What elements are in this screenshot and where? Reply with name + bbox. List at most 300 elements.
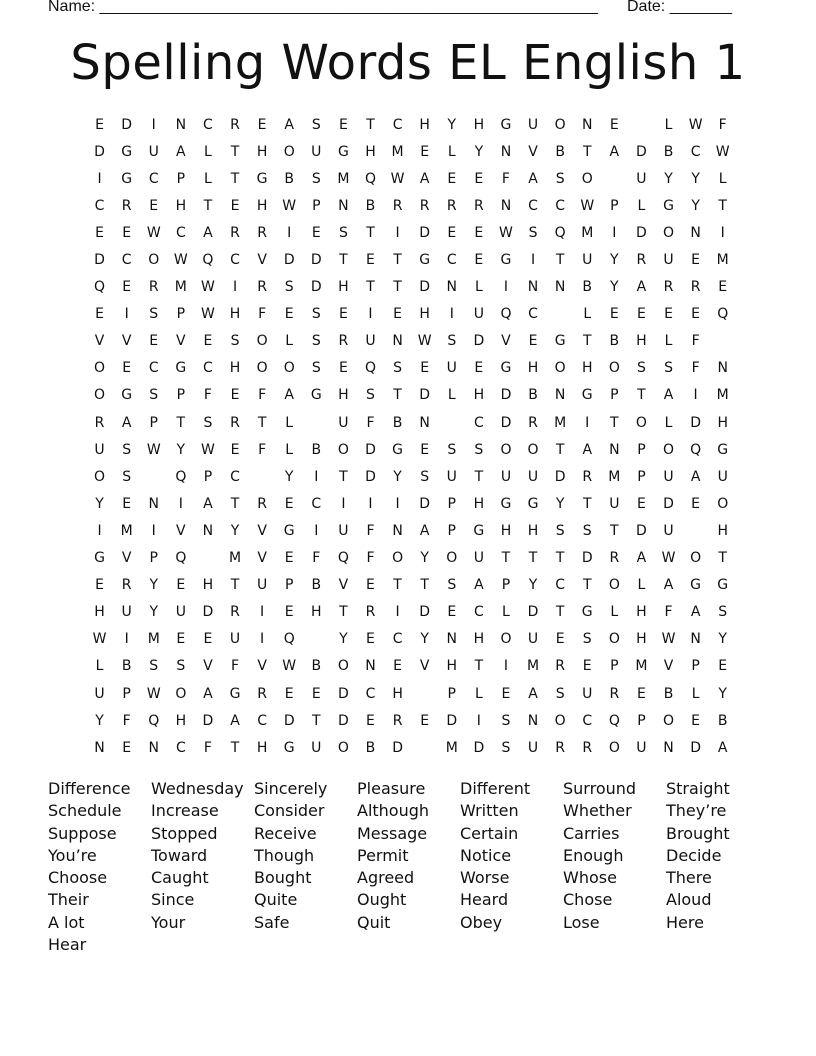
grid-letter: I [503,279,509,296]
grid-letter: S [420,468,430,485]
grid-letter: Y [149,604,159,621]
grid-letter: O [635,414,647,431]
grid-letter: N [446,631,457,648]
grid-letter: C [203,360,213,377]
grid-letter: H [175,712,187,729]
grid-letter: E [122,360,132,377]
grid-letter: E [691,712,701,729]
grid-letter: O [527,441,539,458]
word-bank-item: Brought [666,823,730,843]
grid-letter: N [581,116,593,133]
grid-letter: W [580,197,595,214]
grid-letter: O [94,360,106,377]
grid-letter: E [691,252,701,269]
grid-letter: I [151,116,156,133]
grid-letter: G [717,577,729,594]
grid-letter: P [501,577,511,594]
grid-letter: S [366,387,375,404]
grid-letter: E [366,631,375,648]
grid-letter: F [258,387,267,404]
grid-letter: I [530,252,536,269]
grid-letter: A [582,441,593,458]
grid-letter: H [256,739,268,756]
word-bank-item: Although [357,801,430,821]
grid-letter: R [555,739,565,756]
grid-letter [194,545,221,572]
grid-letter: P [176,170,186,187]
word-bank-item: Heard [460,890,509,910]
word-bank-item: Receive [254,823,317,843]
grid-letter: Y [691,170,700,187]
grid-letter: I [395,604,400,621]
grid-letter: D [527,604,539,621]
grid-letter: O [283,143,295,160]
grid-letter: S [447,333,457,350]
grid-letter: W [688,116,703,133]
grid-letter: N [148,495,159,512]
grid-letter: Y [691,197,700,214]
grid-letter: B [121,658,132,675]
word-bank-item: Different [460,779,531,798]
grid-letter: U [94,685,105,702]
grid-letter: L [664,414,673,431]
grid-letter: Y [610,279,619,296]
grid-letter: U [636,739,647,756]
grid-letter: H [717,522,728,539]
word-bank-item: Schedule [48,801,122,821]
grid-letter: W [282,658,297,675]
grid-letter: W [146,224,161,241]
grid-letter: U [663,522,674,539]
grid-letter: I [449,306,454,323]
grid-letter: N [554,279,566,296]
word-bank-item: Notice [460,845,512,865]
grid-letter: D [690,414,701,431]
grid-letter: I [368,495,373,512]
grid-letter: S [311,333,321,350]
grid-letter: W [173,252,188,269]
grid-letter: L [285,414,294,431]
word-bank-empty-slot [357,934,460,956]
grid-letter: S [582,522,592,539]
grid-letter: T [230,577,240,594]
grid-letter: R [365,604,376,621]
grid-letter: Y [284,468,294,485]
grid-letter: H [338,387,349,404]
grid-letter: U [94,441,105,458]
grid-letter: T [582,143,592,160]
grid-letter: T [610,414,619,431]
grid-letter: E [95,116,104,133]
grid-letter: S [447,441,457,458]
grid-letter: Q [717,306,729,323]
word-bank-item: Suppose [48,823,117,843]
grid-letter: Q [175,468,187,485]
grid-letter: S [149,387,159,404]
grid-letter: Y [176,441,186,458]
grid-letter: L [664,116,673,133]
grid-letter: M [337,170,350,187]
grid-letter: N [690,631,701,648]
grid-letter: Q [94,279,106,296]
grid-letter: D [663,495,674,512]
grid-letter: D [446,712,458,729]
grid-letter: U [527,116,539,133]
grid-letter: C [473,414,484,431]
grid-letter: E [474,170,484,187]
grid-letter: E [474,224,484,241]
grid-letter: M [228,550,242,567]
grid-letter: R [609,550,620,567]
grid-letter: V [121,333,132,350]
grid-letter: C [121,252,132,269]
grid-letter: U [311,143,322,160]
grid-letter: A [419,522,430,539]
grid-letter: F [122,712,131,729]
grid-letter: I [124,631,129,648]
grid-letter: L [610,604,619,621]
grid-letter: E [176,577,186,594]
grid-letter: I [395,224,400,241]
grid-letter: W [715,143,730,160]
grid-letter: Q [500,306,512,323]
grid-letter: O [500,631,512,648]
grid-letter: T [366,116,375,133]
grid-letter: Y [447,116,457,133]
grid-letter: T [257,414,267,431]
grid-letter: E [338,360,348,377]
grid-letter: T [230,495,240,512]
grid-letter: A [636,550,647,567]
grid-letter: E [636,495,646,512]
word-bank-item: Though [254,845,315,865]
word-bank-item: Toward [151,845,208,865]
grid-letter: E [230,387,240,404]
grid-letter: E [311,685,321,702]
grid-letter: E [420,441,430,458]
grid-letter: Y [95,712,104,729]
grid-letter: M [120,522,133,539]
grid-letter: E [555,631,565,648]
grid-letter: F [691,333,700,350]
grid-letter: U [527,631,539,648]
grid-letter: R [121,197,132,214]
grid-letter: E [122,224,132,241]
grid-letter: P [149,550,158,567]
grid-letter: D [419,224,431,241]
grid-letter: S [718,604,728,621]
grid-letter: E [447,170,457,187]
word-bank-empty-slot [563,934,666,956]
grid-letter: L [718,170,727,187]
grid-letter: S [501,739,511,756]
grid-letter: T [339,468,348,485]
grid-letter: C [392,631,403,648]
grid-letter: T [230,739,240,756]
grid-letter: Y [230,522,240,539]
grid-letter: N [365,658,376,675]
grid-letter: U [527,739,539,756]
grid-letter: T [718,197,727,214]
word-bank-item: There [666,868,712,888]
grid-letter: C [175,739,186,756]
grid-letter: Y [664,170,673,187]
grid-letter: G [554,333,566,350]
grid-letter: R [690,279,701,296]
grid-letter: U [256,577,268,594]
grid-letter: A [203,495,213,512]
grid-letter: E [393,306,402,323]
grid-letter: S [149,306,159,323]
grid-letter: I [720,224,725,241]
grid-letter: B [311,658,322,675]
grid-letter: P [176,387,186,404]
word-bank-item: Message [357,823,428,843]
grid-letter: H [636,333,647,350]
grid-letter: D [202,604,214,621]
grid-letter: Y [528,577,538,594]
grid-letter: B [365,739,376,756]
grid-letter: H [527,522,539,539]
grid-letter: R [528,414,538,431]
grid-letter [438,409,465,436]
grid-letter: C [175,224,186,241]
grid-letter: R [636,252,647,269]
grid-letter: Y [555,495,565,512]
grid-letter: D [365,468,376,485]
grid-letter: S [447,577,457,594]
grid-letter: W [146,685,161,702]
grid-letter: R [257,224,267,241]
grid-letter: V [176,333,186,350]
grid-letter: F [501,170,510,187]
grid-letter: U [609,495,620,512]
grid-letter: H [229,306,241,323]
grid-letter: G [527,495,539,512]
grid-letter: A [203,685,213,702]
grid-letter: A [636,279,647,296]
grid-letter: W [201,279,215,296]
grid-letter: I [476,712,481,729]
grid-letter: E [393,658,402,675]
grid-letter: R [473,197,484,214]
grid-letter: F [312,550,321,567]
grid-letter: P [122,685,131,702]
grid-letter: H [392,685,403,702]
grid-letter: D [94,143,105,160]
page-title: Spelling Words EL English 1 [70,35,746,91]
grid-letter: E [284,495,294,512]
grid-letter: C [690,143,701,160]
grid-letter: C [311,495,322,512]
grid-letter: M [716,252,729,269]
grid-letter: B [663,685,674,702]
grid-letter: V [121,550,132,567]
grid-letter: S [501,712,511,729]
grid-letter: O [690,550,702,567]
word-bank-item: Whose [563,868,617,888]
grid-letter: D [310,252,322,269]
grid-letter: H [581,360,593,377]
grid-letter: O [392,550,404,567]
grid-letter: I [395,495,400,512]
grid-letter: E [609,116,619,133]
word-bank-item: Obey [460,912,503,932]
grid-letter: I [260,604,265,621]
grid-letter: E [420,143,430,160]
grid-letter: E [230,197,240,214]
grid-letter: O [663,441,675,458]
grid-letter: Q [283,631,295,648]
grid-letter: P [149,414,158,431]
grid-letter: R [582,739,593,756]
grid-letter: O [608,631,620,648]
word-bank-empty-slot [151,934,254,956]
grid-letter: H [636,631,647,648]
grid-letter: E [95,306,104,323]
grid-letter: P [610,197,619,214]
grid-letter: F [718,116,727,133]
grid-letter: P [637,468,646,485]
grid-letter: C [473,604,484,621]
grid-letter: U [365,333,376,350]
word-bank-item: Choose [48,868,108,888]
grid-letter: N [527,279,539,296]
word-bank-item: They’re [666,801,727,821]
grid-letter: L [637,577,646,594]
grid-letter: E [609,306,619,323]
grid-letter: S [230,333,240,350]
word-bank-item: Quit [357,912,391,932]
grid-letter: W [661,631,676,648]
grid-letter: D [121,116,133,133]
grid-letter: T [474,658,484,675]
grid-letter: F [366,414,375,431]
grid-letter: D [419,279,431,296]
grid-letter: M [527,658,540,675]
grid-letter: E [95,577,104,594]
grid-letter [303,626,330,653]
grid-letter: W [92,631,107,648]
grid-letter: D [283,252,295,269]
grid-letter: E [284,306,294,323]
grid-letter: R [230,116,240,133]
grid-letter: G [121,170,133,187]
grid-letter: W [201,306,215,323]
grid-letter: I [314,468,319,485]
grid-letter: S [555,522,565,539]
grid-letter: I [124,306,129,323]
grid-letter: E [122,739,132,756]
grid-letter: S [664,360,673,377]
grid-letter: V [338,577,349,594]
grid-letter: O [337,441,349,458]
grid-letter: R [257,279,267,296]
grid-letter: U [473,550,484,567]
grid-letter: T [555,252,565,269]
grid-letter: B [365,197,376,214]
grid-letter: W [201,441,215,458]
grid-letter: R [419,197,430,214]
grid-letter: E [95,224,104,241]
grid-letter: U [717,468,728,485]
grid-letter: E [420,712,430,729]
grid-letter: F [258,441,267,458]
grid-letter: O [663,712,675,729]
grid-letter: E [257,116,267,133]
grid-letter: Y [610,252,619,269]
grid-letter: T [555,604,565,621]
grid-letter: H [202,577,214,594]
word-bank-item: Increase [151,801,219,821]
grid-letter: I [97,522,102,539]
grid-letter: W [146,441,161,458]
word-bank-item: Agreed [357,868,415,888]
grid-letter [682,517,709,544]
grid-letter: V [419,658,430,675]
grid-letter: E [664,306,673,323]
grid-letter: H [419,116,430,133]
grid-letter: P [447,495,456,512]
grid-letter: R [663,279,674,296]
grid-letter [547,301,574,328]
grid-letter: C [257,712,267,729]
grid-letter: A [528,685,538,702]
grid-letter: S [122,468,132,485]
grid-letter: Q [364,170,376,187]
word-bank-item: Decide [666,845,722,865]
grid-letter: A [690,604,701,621]
grid-letter: T [366,279,375,296]
grid-letter: M [445,739,458,756]
grid-letter: T [230,143,240,160]
grid-letter: C [528,197,538,214]
grid-letter: C [446,252,457,269]
grid-letter: U [446,468,457,485]
grid-letter: U [148,143,159,160]
word-bank-empty-slot [666,934,769,956]
grid-letter: T [339,252,348,269]
grid-letter: E [284,685,294,702]
grid-letter: B [717,712,728,729]
grid-letter: C [365,685,376,702]
grid-letter: H [175,197,187,214]
grid-letter: S [582,631,592,648]
grid-letter: C [555,197,566,214]
grid-letter: W [417,333,432,350]
grid-letter: C [203,116,213,133]
grid-letter: Q [148,712,160,729]
grid-letter: C [230,468,240,485]
grid-letter: Q [202,252,214,269]
grid-letter [411,734,438,761]
grid-letter: L [285,333,294,350]
grid-letter: W [282,197,297,214]
grid-letter: A [663,387,674,404]
grid-letter: U [500,468,512,485]
grid-letter: H [311,604,322,621]
grid-letter: P [610,387,619,404]
word-bank-item: Safe [254,912,290,932]
grid-letter: D [310,279,322,296]
grid-letter: N [717,360,728,377]
grid-letter: O [608,739,620,756]
grid-letter: S [284,279,294,296]
grid-letter: G [121,387,133,404]
word-bank-item: Difference [48,779,131,798]
grid-letter: D [419,387,431,404]
grid-letter: U [175,604,186,621]
